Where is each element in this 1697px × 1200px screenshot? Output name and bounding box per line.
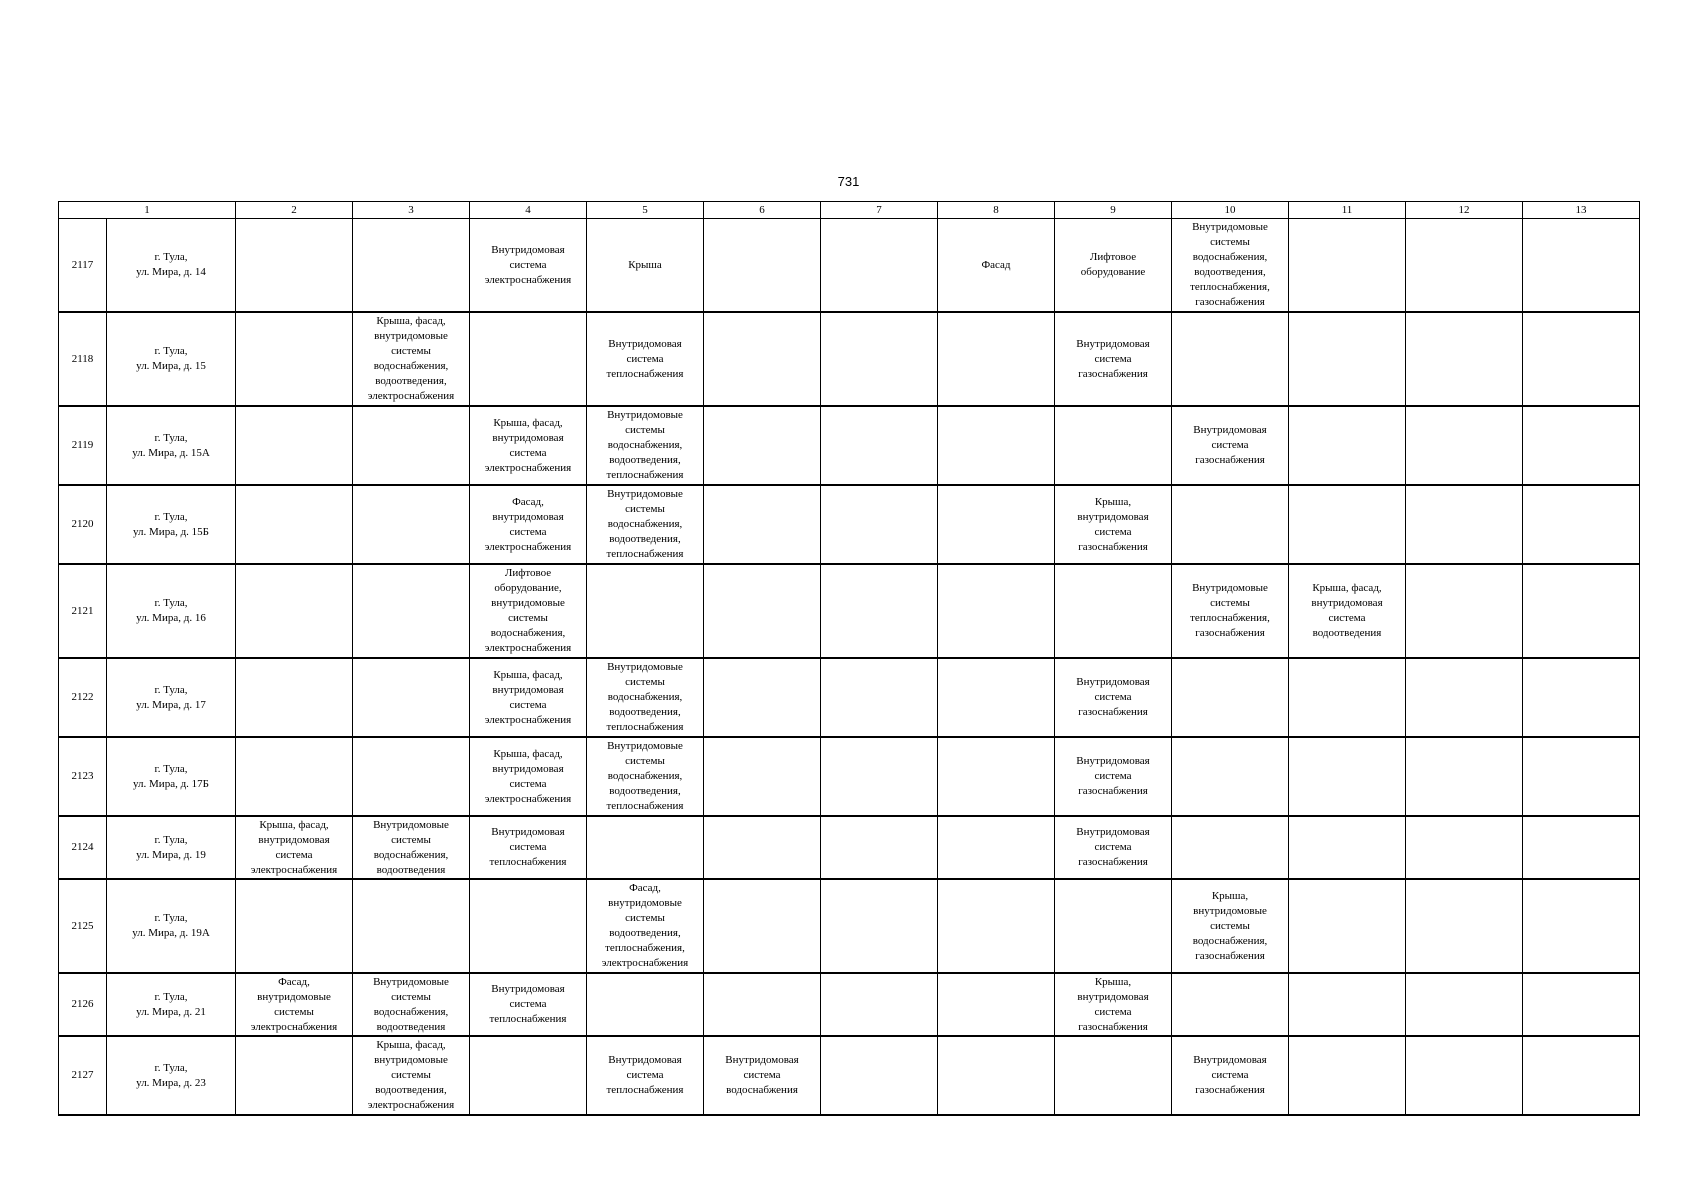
table-cell-5 — [587, 485, 704, 564]
column-header: 11 — [1289, 202, 1406, 219]
table-cell-10 — [1172, 658, 1289, 737]
cell-text: Крыша, внутридомовая система газоснабжения — [1077, 975, 1149, 1033]
column-header: 1 — [59, 202, 236, 219]
table-cell-5 — [587, 219, 704, 313]
table-cell-6 — [704, 219, 821, 313]
column-header: 13 — [1523, 202, 1640, 219]
table-cell-11 — [1289, 564, 1406, 658]
table-cell-9 — [1055, 737, 1172, 816]
table-cell-12 — [1406, 879, 1523, 973]
column-header: 7 — [821, 202, 938, 219]
table-cell-8 — [938, 973, 1055, 1036]
column-header: 4 — [470, 202, 587, 219]
table-cell-5 — [587, 406, 704, 485]
row-number-cell — [59, 312, 107, 406]
table-cell-3 — [353, 485, 470, 564]
address-text: г. Тула, ул. Мира, д. 15Б — [133, 510, 209, 538]
table-cell-5 — [587, 737, 704, 816]
table-row — [59, 973, 1640, 1036]
table-cell-8 — [938, 312, 1055, 406]
address-text: г. Тула, ул. Мира, д. 23 — [136, 1061, 206, 1089]
table-cell-10 — [1172, 564, 1289, 658]
data-table — [58, 201, 1640, 1116]
table-body — [59, 202, 1640, 1116]
cell-text: Крыша — [628, 258, 662, 271]
table-cell-8 — [938, 485, 1055, 564]
table-cell-5 — [587, 312, 704, 406]
table-cell-4 — [470, 485, 587, 564]
table-cell-7 — [821, 406, 938, 485]
table-cell-11 — [1289, 816, 1406, 879]
table-cell-5 — [587, 816, 704, 879]
table-cell-6 — [704, 1036, 821, 1115]
table-cell-8 — [938, 737, 1055, 816]
table-cell-4 — [470, 973, 587, 1036]
row-number-cell — [59, 406, 107, 485]
table-cell-9 — [1055, 564, 1172, 658]
cell-text: Крыша, фасад, внутридомовая система электроснабжения — [484, 668, 572, 726]
column-header: 12 — [1406, 202, 1523, 219]
table-cell-2 — [236, 879, 353, 973]
table-cell-3 — [353, 219, 470, 313]
table-cell-9 — [1055, 312, 1172, 406]
table-cell-5 — [587, 658, 704, 737]
table-row — [59, 219, 1640, 313]
table-cell-2 — [236, 816, 353, 879]
address-cell — [107, 219, 236, 313]
table-cell-12 — [1406, 658, 1523, 737]
cell-text: Крыша, фасад, внутридомовая система электроснабжения — [250, 818, 338, 876]
address-cell — [107, 312, 236, 406]
address-cell — [107, 737, 236, 816]
table-cell-4 — [470, 658, 587, 737]
table-cell-13 — [1523, 219, 1640, 313]
row-number-cell — [59, 879, 107, 973]
table-cell-4 — [470, 816, 587, 879]
table-cell-7 — [821, 737, 938, 816]
row-number: 2117 — [71, 258, 94, 271]
table-row — [59, 1036, 1640, 1115]
address-cell — [107, 658, 236, 737]
row-number-cell — [59, 737, 107, 816]
row-number: 2121 — [71, 604, 94, 617]
table-cell-7 — [821, 312, 938, 406]
table-cell-11 — [1289, 1036, 1406, 1115]
cell-text: Фасад, внутридомовые системы электроснабжения — [250, 975, 338, 1033]
table-cell-3 — [353, 816, 470, 879]
cell-text: Внутридомовые системы водоснабжения, водоотведения, теплоснабжения — [606, 661, 684, 733]
column-header: 5 — [587, 202, 704, 219]
table-cell-8 — [938, 879, 1055, 973]
address-text: г. Тула, ул. Мира, д. 21 — [136, 990, 206, 1018]
header-row — [59, 202, 1640, 219]
cell-text: Внутридомовые системы водоснабжения, водоотведения, теплоснабжения — [606, 409, 684, 481]
address-text: г. Тула, ул. Мира, д. 14 — [136, 251, 206, 278]
address-text: г. Тула, ул. Мира, д. 15А — [132, 431, 210, 459]
table-cell-13 — [1523, 973, 1640, 1036]
cell-text: Фасад, внутридомовая система электроснабжения — [484, 495, 572, 553]
table-row — [59, 658, 1640, 737]
table-cell-2 — [236, 312, 353, 406]
cell-text: Фасад, внутридомовые системы водоотведения, теплоснабжения, электроснабжения — [601, 882, 689, 969]
table-cell-10 — [1172, 879, 1289, 973]
table-cell-13 — [1523, 737, 1640, 816]
table-cell-13 — [1523, 564, 1640, 658]
column-header: 8 — [938, 202, 1055, 219]
cell-text: Внутридомовые системы водоснабжения, водоотведения — [373, 818, 449, 876]
table-cell-5 — [587, 879, 704, 973]
table-cell-8 — [938, 816, 1055, 879]
table-cell-2 — [236, 406, 353, 485]
table-cell-8 — [938, 658, 1055, 737]
table-cell-3 — [353, 1036, 470, 1115]
table-cell-6 — [704, 816, 821, 879]
row-number: 2123 — [71, 770, 94, 782]
table-cell-13 — [1523, 485, 1640, 564]
table-cell-5 — [587, 1036, 704, 1115]
table-cell-2 — [236, 1036, 353, 1115]
row-number: 2125 — [71, 919, 94, 932]
cell-text: Крыша, внутридомовая система газоснабжения — [1077, 495, 1149, 553]
table-cell-7 — [821, 485, 938, 564]
table-cell-6 — [704, 312, 821, 406]
table-cell-9 — [1055, 816, 1172, 879]
cell-text: Внутридомовые системы теплоснабжения, газоснабжения — [1190, 582, 1270, 639]
address-cell — [107, 973, 236, 1036]
address-cell — [107, 485, 236, 564]
table-cell-13 — [1523, 658, 1640, 737]
cell-text: Внутридомовая система водоснабжения — [725, 1054, 799, 1096]
page-number: 731 — [837, 174, 860, 189]
cell-text: Внутридомовая система газоснабжения — [1076, 826, 1150, 868]
table-cell-10 — [1172, 973, 1289, 1036]
table-cell-4 — [470, 312, 587, 406]
table-cell-3 — [353, 973, 470, 1036]
table-cell-8 — [938, 219, 1055, 313]
table-cell-12 — [1406, 737, 1523, 816]
table-cell-2 — [236, 564, 353, 658]
table-row — [59, 879, 1640, 973]
table-cell-9 — [1055, 658, 1172, 737]
address-text: г. Тула, ул. Мира, д. 19А — [132, 912, 210, 939]
cell-text: Крыша, внутридомовые системы водоснабжения, газоснабжения — [1192, 889, 1268, 962]
table-cell-12 — [1406, 973, 1523, 1036]
table-cell-12 — [1406, 406, 1523, 485]
table-cell-12 — [1406, 219, 1523, 313]
table-cell-12 — [1406, 816, 1523, 879]
row-number: 2119 — [71, 439, 94, 451]
table-cell-9 — [1055, 879, 1172, 973]
cell-text: Внутридомовые системы водоснабжения, водоотведения — [373, 975, 449, 1033]
table-cell-6 — [704, 737, 821, 816]
table-cell-3 — [353, 879, 470, 973]
table-cell-3 — [353, 737, 470, 816]
table-cell-11 — [1289, 485, 1406, 564]
table-cell-7 — [821, 219, 938, 313]
cell-text: Фасад — [981, 258, 1011, 271]
table-cell-11 — [1289, 219, 1406, 313]
table-cell-7 — [821, 879, 938, 973]
cell-text: Крыша, фасад, внутридомовая система водоотведения — [1311, 582, 1383, 639]
table-cell-2 — [236, 219, 353, 313]
row-number-cell — [59, 816, 107, 879]
table-cell-4 — [470, 219, 587, 313]
table-cell-4 — [470, 1036, 587, 1115]
table-cell-11 — [1289, 406, 1406, 485]
table-cell-3 — [353, 564, 470, 658]
table-cell-6 — [704, 658, 821, 737]
address-text: г. Тула, ул. Мира, д. 15 — [136, 345, 206, 372]
table-cell-7 — [821, 564, 938, 658]
table-cell-8 — [938, 1036, 1055, 1115]
table-cell-13 — [1523, 816, 1640, 879]
table-cell-6 — [704, 879, 821, 973]
cell-text: Внутридомовые системы водоснабжения, водоотведения, теплоснабжения — [606, 740, 684, 812]
cell-text: Внутридомовая система газоснабжения — [1193, 1054, 1267, 1096]
table-cell-7 — [821, 1036, 938, 1115]
cell-text: Внутридомовые системы водоснабжения, водоотведения, теплоснабжения — [606, 488, 684, 560]
row-number: 2122 — [71, 691, 94, 703]
table-cell-6 — [704, 973, 821, 1036]
row-number-cell — [59, 658, 107, 737]
table-cell-6 — [704, 564, 821, 658]
table-cell-10 — [1172, 1036, 1289, 1115]
address-cell — [107, 406, 236, 485]
table-row — [59, 312, 1640, 406]
table-cell-13 — [1523, 1036, 1640, 1115]
column-header: 6 — [704, 202, 821, 219]
cell-text: Крыша, фасад, внутридомовая система электроснабжения — [484, 416, 572, 474]
cell-text: Внутридомовая система теплоснабжения — [606, 1054, 684, 1096]
table-row — [59, 406, 1640, 485]
row-number-cell — [59, 485, 107, 564]
table-cell-12 — [1406, 564, 1523, 658]
table-cell-2 — [236, 973, 353, 1036]
column-header: 9 — [1055, 202, 1172, 219]
cell-text: Внутридомовые системы водоснабжения, водоотведения, теплоснабжения, газоснабжения — [1190, 221, 1270, 308]
table-cell-2 — [236, 658, 353, 737]
cell-text: Внутридомовая система газоснабжения — [1076, 755, 1150, 797]
address-text: г. Тула, ул. Мира, д. 19 — [136, 833, 206, 861]
table-row — [59, 564, 1640, 658]
table-cell-3 — [353, 312, 470, 406]
table-cell-10 — [1172, 312, 1289, 406]
table-cell-13 — [1523, 312, 1640, 406]
cell-text: Внутридомовая система теплоснабжения — [606, 337, 684, 380]
table-cell-4 — [470, 737, 587, 816]
table-cell-3 — [353, 658, 470, 737]
cell-text: Внутридомовая система электроснабжения — [484, 243, 572, 286]
table-cell-9 — [1055, 485, 1172, 564]
address-text: г. Тула, ул. Мира, д. 17Б — [133, 762, 209, 790]
cell-text: Лифтовое оборудование, внутридомовые системы водоснабжения, электроснабжения — [484, 567, 572, 654]
table-cell-11 — [1289, 973, 1406, 1036]
table-cell-2 — [236, 485, 353, 564]
table-cell-11 — [1289, 737, 1406, 816]
table-row — [59, 737, 1640, 816]
table-cell-12 — [1406, 1036, 1523, 1115]
cell-text: Внутридомовая система газоснабжения — [1076, 337, 1150, 380]
table-cell-5 — [587, 564, 704, 658]
address-cell — [107, 816, 236, 879]
cell-text: Внутридомовая система теплоснабжения — [489, 983, 567, 1025]
table-cell-5 — [587, 973, 704, 1036]
row-number-cell — [59, 564, 107, 658]
column-header: 2 — [236, 202, 353, 219]
column-header: 10 — [1172, 202, 1289, 219]
table-cell-10 — [1172, 737, 1289, 816]
table-cell-13 — [1523, 879, 1640, 973]
table-cell-13 — [1523, 406, 1640, 485]
table-row — [59, 485, 1640, 564]
cell-text: Лифтовое оборудование — [1080, 251, 1146, 278]
cell-text: Внутридомовая система газоснабжения — [1076, 676, 1150, 718]
table-cell-8 — [938, 564, 1055, 658]
table-cell-10 — [1172, 816, 1289, 879]
table-cell-9 — [1055, 973, 1172, 1036]
cell-text: Внутридомовая система теплоснабжения — [489, 826, 567, 868]
table-cell-10 — [1172, 219, 1289, 313]
row-number-cell — [59, 973, 107, 1036]
table-cell-9 — [1055, 406, 1172, 485]
table-cell-10 — [1172, 406, 1289, 485]
table-cell-11 — [1289, 312, 1406, 406]
table-cell-10 — [1172, 485, 1289, 564]
table-cell-3 — [353, 406, 470, 485]
row-number: 2127 — [71, 1069, 94, 1081]
row-number-cell — [59, 1036, 107, 1115]
table-cell-4 — [470, 564, 587, 658]
column-header: 3 — [353, 202, 470, 219]
table-cell-12 — [1406, 312, 1523, 406]
table-cell-7 — [821, 973, 938, 1036]
address-cell — [107, 564, 236, 658]
cell-text: Крыша, фасад, внутридомовые системы водоснабжения, водоотведения, электроснабжения — [367, 315, 455, 402]
table-cell-8 — [938, 406, 1055, 485]
table-row — [59, 816, 1640, 879]
table-cell-2 — [236, 737, 353, 816]
row-number: 2124 — [71, 841, 94, 853]
row-number-cell — [59, 219, 107, 313]
table-cell-7 — [821, 658, 938, 737]
table-cell-4 — [470, 406, 587, 485]
table-cell-11 — [1289, 658, 1406, 737]
cell-text: Крыша, фасад, внутридомовые системы водоотведения, электроснабжения — [367, 1039, 455, 1111]
address-text: г. Тула, ул. Мира, д. 17 — [136, 683, 206, 711]
table-cell-7 — [821, 816, 938, 879]
row-number: 2120 — [71, 518, 94, 530]
cell-text: Крыша, фасад, внутридомовая система электроснабжения — [484, 747, 572, 805]
table-cell-11 — [1289, 879, 1406, 973]
table-cell-4 — [470, 879, 587, 973]
address-cell — [107, 879, 236, 973]
row-number: 2126 — [71, 998, 94, 1010]
table-cell-6 — [704, 485, 821, 564]
row-number: 2118 — [71, 352, 94, 365]
address-cell — [107, 1036, 236, 1115]
address-text: г. Тула, ул. Мира, д. 16 — [136, 597, 206, 624]
table-cell-12 — [1406, 485, 1523, 564]
table-cell-6 — [704, 406, 821, 485]
table-cell-9 — [1055, 1036, 1172, 1115]
table-cell-9 — [1055, 219, 1172, 313]
cell-text: Внутридомовая система газоснабжения — [1193, 424, 1267, 466]
